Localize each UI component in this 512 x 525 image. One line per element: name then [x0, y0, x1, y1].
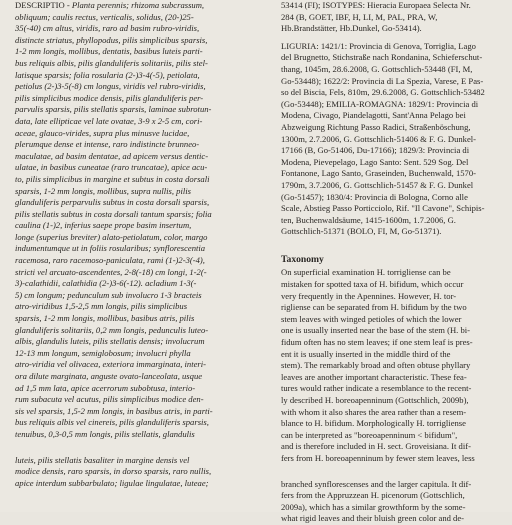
text-line: racemosa, raro racemoso-paniculata, rami (1-)2-3(-4),	[15, 255, 205, 266]
text-line: Gottschlich-51371 (BOLO, FI, M, Go-51371).	[281, 226, 442, 237]
text-line	[15, 0, 257, 12]
text-line: latisque sparsis; folia rosularia (2-)3-4(-5), petiolata,	[15, 69, 200, 80]
text-line: atro-viridibus 1,5-2,5 mm longis, pilis simplicibus	[15, 301, 188, 312]
text-line: (Go-53448); EMILIA-ROMAGNA: 1829/1: Provincia di	[281, 98, 479, 109]
text-line: ora dilute marginata, anguste ovato-lanceolata, usque	[15, 371, 203, 381]
text-line: 12-13 mm longum, semiglobosum; involucri phylla	[15, 347, 191, 358]
text-line: Abzweigung Richtung Passo Radici, Straßenböschung,	[281, 121, 471, 132]
right-column	[281, 0, 503, 525]
text-line: stem). The remarkably broad and often obtuse phyllary	[281, 360, 471, 371]
text-line: ad 1,5 mm lata, apice acerrorum subobtusa, interio-	[15, 382, 196, 393]
text-line: and is therefore included in H. sect. Groveisiana. It dif-	[281, 441, 471, 452]
text-line: modice densis, raro sparsis, in dorso sparsis, raro nullis,	[15, 466, 212, 477]
text-line: what rigid leaves and their bluish green color and de-	[281, 513, 465, 524]
text-line: 5) cm longum; pedunculum sub involucro 1-3 bracteis	[15, 289, 202, 300]
text-line: fers from H. boreoapenninum by fewer stem leaves, less	[281, 452, 475, 463]
text-line: aceae, glauco-virides, supra plus minusve lucidae,	[15, 127, 190, 138]
text-line: 1-2 mm longis, mollibus, dentatis, basibus luteis parti-	[15, 46, 203, 57]
text-line: distincte striatus, phyllopodus, pilis simplicibus sparsis,	[15, 34, 208, 45]
descriptio-label: DESCRIPTIO	[15, 0, 65, 10]
text-line: sparsis, 1-2 mm longis, mollibus, supra nullis, pilis	[15, 185, 191, 196]
text-line: 2009a), which has a similar growthform by the some-	[281, 501, 466, 512]
text-line: tures would rather indicate a resemblance to the recent-	[281, 383, 472, 394]
text-line: ly described H. boreoapenninum (Gottschlich, 2009b),	[281, 395, 469, 405]
text-line: plerumque dense et intense, raro indistincte brunneo-	[15, 139, 200, 150]
text-line: albis, glandulis luteis, pilis stellatis densis; involucrum	[15, 336, 205, 347]
text-line: branched synflorescenses and the larger capitula. It dif-	[281, 478, 472, 489]
text-line: 3)-calathidii, calathidia (2-)3-6(-12). acladium 1-3(-	[15, 278, 197, 289]
text-line: LIGURIA: 1421/1: Provincia di Genova, Torriglia, Lago	[281, 40, 476, 51]
text-line: petiolus (2-)3-5(-8) cm longus, viridis vel rubro-viridis,	[15, 81, 206, 92]
text-line: leaves are another important characteristic. These fea-	[281, 371, 467, 382]
descriptio-text: - Planta perennis; rhizoma subcrassum,	[64, 0, 205, 10]
text-line: tenuibus, 0,3-0,5 mm longis, pilis stellatis, glandulis	[15, 428, 195, 439]
text-line: Modena, Civago, Piandelagotti, Sant'Anna Pelago bei	[281, 110, 466, 121]
text-line: to, pilis simplicibus in margine et subtus in costa dorsali	[15, 173, 210, 184]
text-line: 35(-40) cm altus, viridis, raro ad basim rubro-viridis,	[15, 23, 200, 34]
text-line: del Brugnetto, Stichstraße nach Rondanina, Schieferschut-	[281, 52, 483, 63]
text-line: apice interdum subbarbulato; ligulae lingulatae, luteae;	[15, 477, 209, 488]
text-line: glanduliferis perparvulis subtus in costa dorsali sparsis,	[15, 197, 210, 208]
text-line: ent it is usually inserted in the middle third of the	[281, 348, 451, 359]
taxonomy-heading: Taxonomy	[281, 253, 324, 265]
text-line: glanduliferis solitariis, 0,2 mm longis, pedunculis luteo-	[15, 324, 209, 335]
text-line: very frequently in the Apennines. However, H. tor-	[281, 290, 457, 301]
taxonomy-paragraph	[281, 267, 503, 464]
text-line: sparsis, 1-2 mm longis, mollibus, basibus atris, pilis	[15, 313, 195, 324]
text-line: mistaken for spotted taxa of H. bifidum, which occur	[281, 279, 464, 290]
text-line: Fontanone, Lago Santo, Graseinden, Buchenwald, 1570-	[281, 168, 476, 179]
text-line: blance to H. bifidum. Morphologically H. torrigliense	[281, 418, 466, 429]
text-line: sis vel sparsis, 1,5-2 mm longis, in basibus atris, in parti-	[15, 405, 213, 416]
text-line: Scale, Abstieg Passo Porticciolo, Rif. "Il Cavone", Schipis-	[281, 203, 485, 214]
text-line: stricti vel arcuato-ascendentes, 2-8(-18) cm longi, 1-2(-	[15, 266, 207, 277]
text-line: 284 (B, GOET, IBF, H, LI, M, PAL, PRA, W,	[281, 11, 438, 22]
text-line: bus reliquis albis vel cinereis, pilis glanduliferis sparsis,	[15, 417, 209, 428]
latin-description-continued	[15, 455, 257, 490]
text-line: fers from the Appruzzean H. picenorum (Gottschlich,	[281, 490, 465, 501]
text-line: data, late ellipticae vel late ovatae, 3-9 x 2-5 cm, cori-	[15, 115, 203, 126]
text-line: fidum often has no stem leaves; if one stem leaf is pres-	[281, 337, 473, 348]
text-line: Hb.Brandstätter, Hb.Dunkel, Go-53414).	[281, 23, 422, 34]
text-line: maculatae, ad basim dentatae, ad apicem versus dentic-	[15, 150, 209, 161]
taxonomy-continued	[281, 479, 503, 525]
text-line: 53414 (FI); ISOTYPES: Hieracia Europaea Selecta Nr.	[281, 0, 471, 10]
text-line: 1300m, 2.7.2006, G. Gottschlich-51406 & F. G. Dunkel-	[281, 133, 477, 144]
text-line: one is usually inserted near the base of the stem (H. bi-	[281, 325, 471, 336]
text-line: rum subacuta vel acutus, pilis simplicibus modice den-	[15, 394, 204, 405]
text-line: 1790m, 3.7.2006, G. Gottschlich-51457 & F. G. Dunkel	[281, 179, 474, 190]
isotypes-paragraph	[281, 0, 503, 35]
text-line: rigliense can be separated from H. bifidum by the two	[281, 302, 467, 313]
text-line: bus reliquis albis, pilis glanduliferis solitariis, pilis stel-	[15, 57, 208, 68]
text-line: pilis simplicibus modice densis, pilis glanduliferis per-	[15, 92, 204, 103]
text-line: parvulis sparsis, pilis stellatis sparsis, laminae subrotun-	[15, 104, 212, 115]
text-line: atro-viridia vel olivacea, exteriora immarginata, interi-	[15, 359, 207, 370]
text-line: ulatae, in basibus cuneatae (raro truncatae), apice acu-	[15, 162, 208, 173]
text-line: On superficial examination H. torrigliense can be	[281, 267, 451, 278]
text-line: with whom it also shares the area rather than a resem-	[281, 406, 467, 417]
text-line: ten, Buchenwaldsäume, 1415-1600m, 1.7.2006, G.	[281, 214, 456, 225]
text-line: luteis, pilis stellatis basaliter in margine densis vel	[15, 454, 190, 465]
text-line: indumentumque ut in foliis rosularibus; synflorescentia	[15, 243, 206, 254]
text-line: can be interpreted as "boreoapenninum < bifidum",	[281, 429, 458, 440]
text-line: stem leaves with winged petioles of which the lower	[281, 313, 462, 324]
specimen-records	[281, 41, 503, 238]
text-line: Go-53448); 1622/2: Provincia di La Spezia, Varese, E Pas-	[281, 75, 484, 86]
text-line: 17166 (B, Go-51406, Du-17166); 1829/3: Provincia di	[281, 145, 470, 156]
text-line: obliquum; caulis rectus, verticalis, solidus, (20-)25-	[15, 11, 194, 22]
text-line: (Go-51457); 1830/4: Provincia di Bologna, Corno alle	[281, 191, 468, 202]
text-line: caulina (1-)2, inferius saepe prope basim insertum,	[15, 220, 192, 231]
text-line: longe (superius breviter) alato-petiolatum, color, margo	[15, 231, 208, 242]
latin-description	[15, 0, 257, 441]
text-line: thang, 1045m, 28.6.2008, G. Gottschlich-53448 (FI, M,	[281, 63, 473, 74]
text-line: Modena, Pievepelago, Lago Santo: Sent. 529 Sog. Del	[281, 156, 469, 167]
text-line: so del Biscia, Fels, 810m, 29.6.2008, G. Gottschlich-53482	[281, 87, 485, 98]
left-column	[15, 0, 257, 489]
text-line: pilis stellatis subtus in costa dorsali tantum sparsis; folia	[15, 208, 212, 219]
